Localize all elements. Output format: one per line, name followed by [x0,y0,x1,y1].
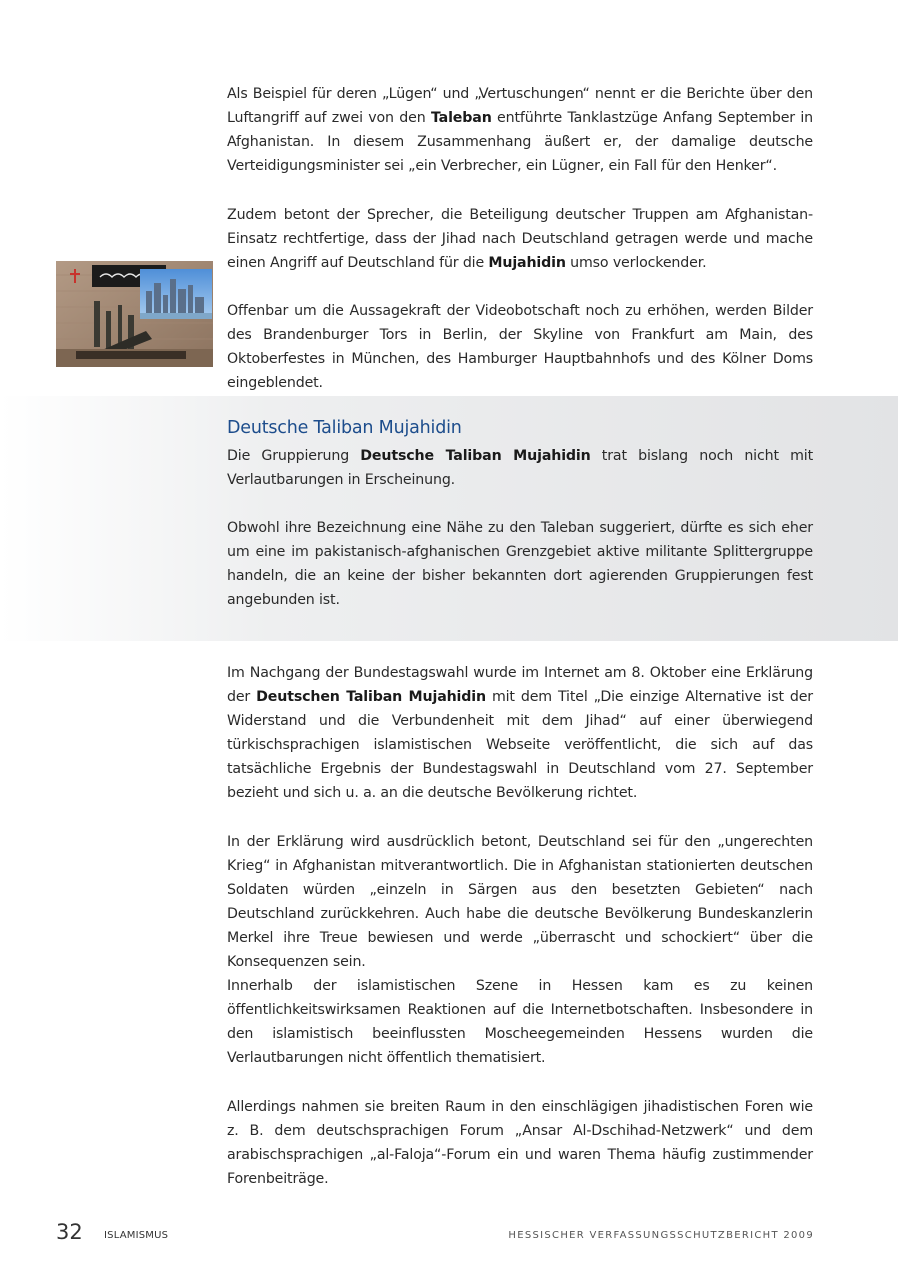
video-still-image [56,261,213,367]
text-run: umso verlockender. [565,255,707,271]
bold-term: Deutsche Taliban Mujahidin [360,448,591,464]
section-heading: Deutsche Taliban Mujahidin [227,418,462,438]
text-run: entführte Tanklastzüge Anfang September in Afghanistan. In diesem Zusammenhang äußert er, der damalige deutsche Verteidigungsminister sei „ein Verbrecher, ein Lügner, ein Fall für den Henker“. [227,110,814,174]
bold-term: Deutschen Taliban Mujahidin [256,689,486,705]
intro-paragraph-1 [227,82,813,178]
text-run: Als Beispiel für deren „Lügen“ und „Vertuschungen“ nennt er die Berichte über den Luftangriff auf zwei von den [227,86,813,126]
bold-term: Taleban [430,110,492,126]
body-paragraph-2: In der Erklärung wird ausdrücklich betont, Deutschland sei für den „ungerechten Krieg“ in Afghanistan mitverantwortlich. Die in Afghanistan stationierten deutschen Soldaten würden „einzeln in Särgen aus den besetzten Gebieten“ nach Deutschland zurückkehren. Auch habe die deutsche Bevölkerung Bundeskanzlerin Merkel ihre Treue bewiesen und werde „überrascht und schockiert“ über die Konsequenzen sein. [227,834,813,970]
intro-paragraph-2 [227,203,813,275]
intro-paragraph-3: Offenbar um die Aussagekraft der Videobotschaft noch zu erhöhen, werden Bilder des Brandenburger Tors in Berlin, der Skyline von Frankfurt am Main, des Oktoberfestes in München, des Hamburger Hauptbahnhofs und des Kölner Doms eingeblendet. [227,303,813,391]
footer-report-title: HESSISCHER VERFASSUNGSSCHUTZBERICHT 2009 [508,1230,814,1241]
text-run: Zudem betont der Sprecher, die Beteiligung deutscher Truppen am Afghanistan-Einsatz rechtfertige, dass der Jihad nach Deutschland getragen werde und mache einen Angriff auf Deutschland für die [227,207,813,271]
body-paragraph-1 [227,661,813,805]
text-run: trat bislang noch nicht mit Verlautbarungen in Erscheinung. [227,448,813,488]
page-number: 32 [56,1220,83,1244]
body-paragraph-3: Innerhalb der islamistischen Szene in Hessen kam es zu keinen öffentlichkeitswirksamen Reaktionen auf die Internetbotschaften. Insbesondere in den islamistisch beeinflussten Moscheegemeinden Hessens wurden die Verlautbarungen nicht öffentlich thematisiert. [227,978,813,1066]
section-paragraph-1 [227,444,813,492]
text-run: Die Gruppierung [227,448,361,464]
body-paragraph-4: Allerdings nahmen sie breiten Raum in den einschlägigen jihadistischen Foren wie z. B. dem deutschsprachigen Forum „Ansar Al-Dschihad-Netzwerk“ und dem arabischsprachigen „al-Faloja“-Forum ein und waren Thema häufig zustimmender Forenbeiträge. [227,1099,813,1187]
text-run: Im Nachgang der Bundestagswahl wurde im Internet am 8. Oktober eine Erklärung der [227,665,813,705]
video-still-graphic [56,261,213,367]
text-run: mit dem Titel „Die einzige Alternative ist der Widerstand und die Verbundenheit mit dem Jihad“ auf einer überwiegend türkischsprachigen islamistischen Webseite veröffentlicht, die sich auf das tatsächliche Ergebnis der Bundestagswahl in Deutschland vom 27. September bezieht und sich u. a. an die deutsche Bevölkerung richtet. [227,689,813,801]
footer-section-label: ISLAMISMUS [104,1230,169,1241]
bold-term: Mujahidin [488,255,566,271]
section-paragraph-2: Obwohl ihre Bezeichnung eine Nähe zu den Taleban suggeriert, dürfte es sich eher um eine im pakistanisch-afghanischen Grenzgebiet aktive militante Splittergruppe handeln, die an keine der bisher bekannten dort agierenden Gruppierungen fest angebunden ist. [227,520,813,608]
